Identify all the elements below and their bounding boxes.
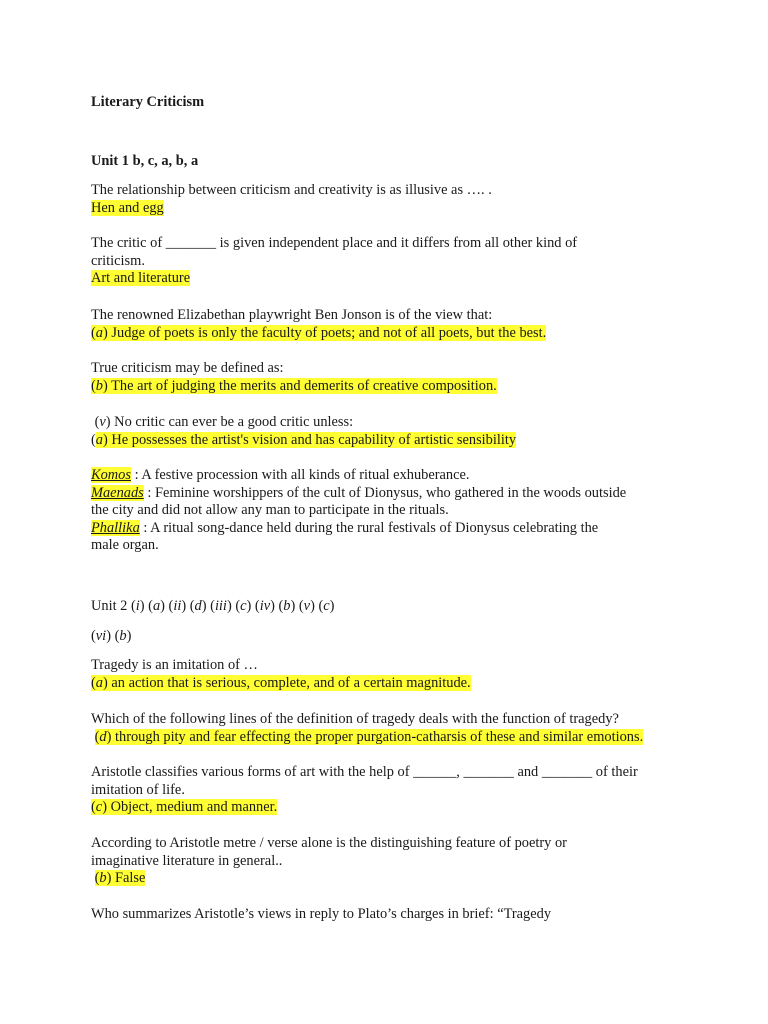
answer-highlight: (d) through pity and fear effecting the proper purgation-catharsis of these and similar emotions. <box>94 728 644 745</box>
term-maenads: Maenads : Feminine worshippers of the cult of Dionysus, who gathered in the woods outside <box>91 484 627 501</box>
question-8 <box>91 764 671 817</box>
question-text: The renowned Elizabethan playwright Ben Jonson is of the view that: <box>91 307 493 323</box>
unit2-answers-line1: Unit 2 (i) (a) (ii) (d) (iii) (c) (iv) (b) (v) (c) <box>91 598 335 614</box>
term-komos: Komos : A festive procession with all kinds of ritual exhuberance. <box>91 467 470 483</box>
question-text: (v) No critic can ever be a good critic unless: <box>91 414 354 430</box>
answer-highlight: (a) an action that is serious, complete, and of a certain magnitude. <box>91 674 471 691</box>
question-text: The relationship between criticism and creativity is as illusive as …. . <box>91 182 492 198</box>
answer-highlight: (b) The art of judging the merits and demerits of creative composition. <box>91 377 497 394</box>
unit1-heading: Unit 1 b, c, a, b, a <box>91 153 199 169</box>
question-2 <box>91 235 671 288</box>
question-6 <box>91 657 671 692</box>
question-text-line2: criticism. <box>91 252 145 269</box>
question-1 <box>91 182 671 217</box>
question-text-line1: According to Aristotle metre / verse alone is the distinguishing feature of poetry or <box>91 835 567 851</box>
document-title: Literary Criticism <box>91 94 205 110</box>
term-phallika: Phallika : A ritual song-dance held during the rural festivals of Dionysus celebrating the <box>91 519 599 536</box>
terms-list: Komos : A festive procession with all kinds of ritual exhuberance. Maenads : Feminine worshippers of the cult of Dionysus, who gathered in the woods outside the city and did not allow any man to participate in the rituals. Phallika : A ritual song-dance held during the rural festivals of Dionysus celebrating the male organ. <box>91 467 671 555</box>
question-text-line2: imaginative literature in general.. <box>91 852 283 869</box>
unit2-answers-line2: (vi) (b) <box>91 628 132 644</box>
question-10 <box>91 906 671 924</box>
question-7 <box>91 711 671 746</box>
answer-highlight: (b) False <box>94 870 146 887</box>
answer-highlight: (c) Object, medium and manner. <box>91 799 278 816</box>
question-3 <box>91 307 671 342</box>
question-text-line2: imitation of life. <box>91 781 185 798</box>
answer-highlight: (a) Judge of poets is only the faculty of poets; and not of all poets, but the best. <box>91 324 547 341</box>
question-text: Who summarizes Aristotle’s views in reply to Plato’s charges in brief: “Tragedy <box>91 906 552 922</box>
question-text: Tragedy is an imitation of … <box>91 657 258 673</box>
question-9 <box>91 835 671 888</box>
answer-highlight: Hen and egg <box>91 199 164 216</box>
question-text-line1: Aristotle classifies various forms of art with the help of ______, _______ and _______ of their <box>91 764 638 780</box>
question-5: (v) No critic can ever be a good critic unless: (a) He possesses the artist's vision and has capability of artistic sensibility <box>91 414 671 449</box>
question-text: True criticism may be defined as: <box>91 360 284 376</box>
answer-highlight: a) He possesses the artist's vision and has capability of artistic sensibility <box>95 431 517 448</box>
answer-highlight: Art and literature <box>91 270 191 287</box>
question-text-line1: The critic of _______ is given independent place and it differs from all other kind of <box>91 235 578 251</box>
question-text: Which of the following lines of the definition of tragedy deals with the function of tragedy? <box>91 711 619 727</box>
question-4 <box>91 360 671 395</box>
